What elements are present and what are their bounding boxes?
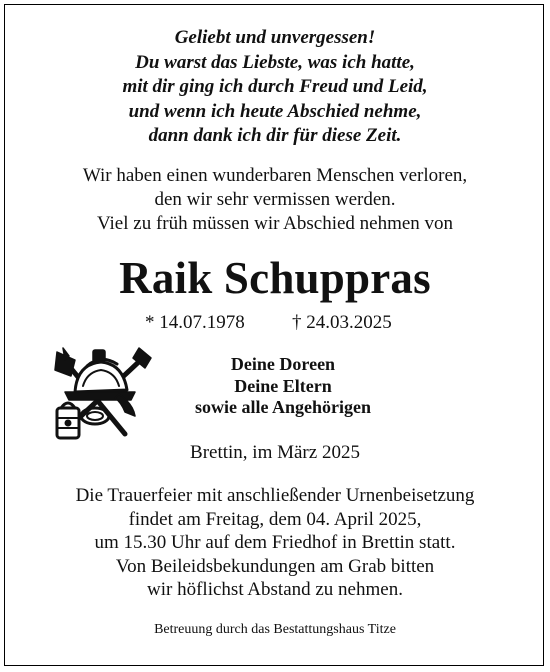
memorial-poem bbox=[0, 26, 550, 149]
intro-line: Viel zu früh müssen wir Abschied nehmen von bbox=[96, 213, 454, 234]
funeral-info bbox=[0, 484, 550, 602]
intro-text bbox=[0, 164, 550, 236]
intro-line: Wir haben einen wunderbaren Menschen verloren, bbox=[82, 165, 468, 186]
funeral-line: wir höflichst Abstand zu nehmen. bbox=[147, 579, 403, 600]
poem-line: Du warst das Liebste, was ich hatte, bbox=[135, 51, 415, 73]
funeral-line: Von Beileidsbekundungen am Grab bitten bbox=[115, 555, 435, 577]
death-date: † 24.03.2025 bbox=[292, 312, 392, 333]
intro-line: den wir sehr vermissen werden. bbox=[154, 189, 396, 210]
funeral-line: Die Trauerfeier mit anschließender Urnenbeisetzung bbox=[75, 485, 475, 506]
place-date: Brettin, im März 2025 bbox=[190, 442, 360, 463]
undertaker-credit: Betreuung durch das Bestattungshaus Titze bbox=[154, 622, 396, 637]
funeral-line: um 15.30 Uhr auf dem Friedhof in Brettin statt. bbox=[94, 532, 456, 553]
deceased-name: Raik Schuppras bbox=[119, 253, 431, 303]
mourner-line: Deine Doreen bbox=[230, 354, 336, 374]
mourner-line: sowie alle Angehörigen bbox=[195, 397, 371, 417]
funeral-line: findet am Freitag, dem 04. April 2025, bbox=[128, 508, 422, 530]
poem-line: Geliebt und unvergessen! bbox=[174, 27, 376, 48]
mourner-line: Deine Eltern bbox=[234, 375, 332, 396]
mourners-list bbox=[148, 354, 418, 419]
birth-date: * 14.07.1978 bbox=[145, 312, 245, 333]
firefighter-helmet-axes-lantern-icon bbox=[35, 346, 153, 446]
poem-line: und wenn ich heute Abschied nehme, bbox=[128, 100, 422, 122]
poem-line: dann dank ich dir für diese Zeit. bbox=[148, 125, 402, 146]
poem-line: mit dir ging ich durch Freud und Leid, bbox=[122, 76, 428, 97]
